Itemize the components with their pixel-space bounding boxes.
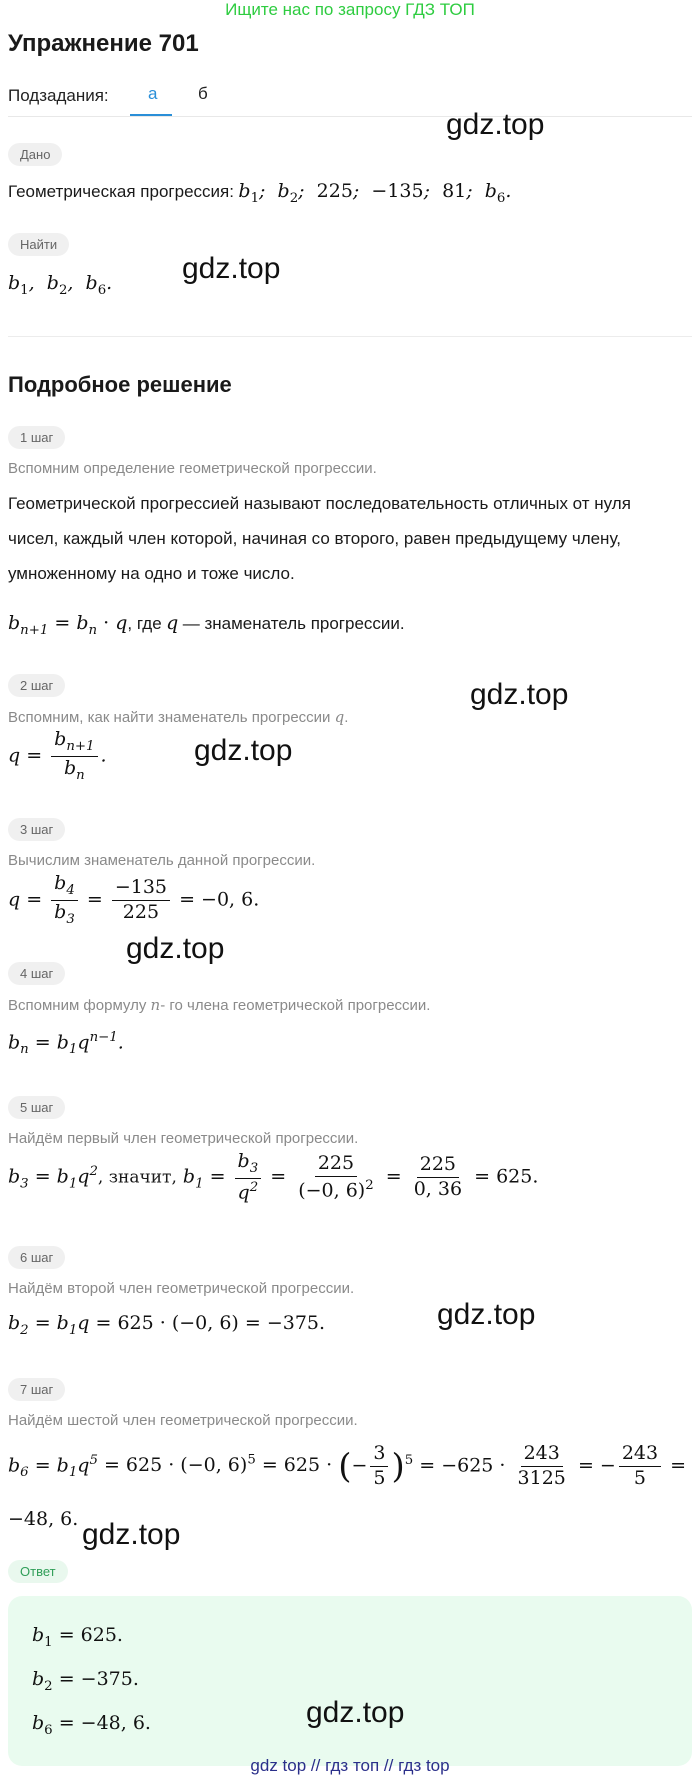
watermark: gdz.top: [126, 932, 225, 965]
watermark: gdz.top: [82, 1518, 181, 1551]
step-5-hint: Найдём первый член геометрической прогрессии.: [8, 1130, 359, 1147]
step-3-chip: 3 шаг: [8, 818, 65, 841]
step-1-formula: $b_{n+1} = b_n \cdot q$, где q — знаменатель прогрессии.: [8, 612, 405, 638]
step-1-hint: Вспомним определение геометрической прогрессии.: [8, 460, 377, 477]
step-2-chip: 2 шаг: [8, 674, 65, 697]
page-title: Упражнение 701: [8, 30, 199, 57]
given-chip: Дано: [8, 143, 62, 166]
step-7-hint: Найдём шестой член геометрической прогрессии.: [8, 1412, 358, 1429]
answer-line-3: $b_6 = -48$, 6.: [32, 1712, 151, 1738]
step-2-formula: q = $\frac{b_{n+1}}{b_n}$ .: [8, 728, 107, 783]
watermark: gdz.top: [194, 734, 293, 767]
step-3-hint: Вычислим знаменатель данной прогрессии.: [8, 852, 316, 869]
step-5-formula: $b_3 = b_1q^2$, значит, $b_1$ = $\frac{b_3}{q^2}$ = $\frac{225}{(-0, 6)^2}$ = $\frac{225}{0, 36}$ = 625.: [8, 1150, 539, 1204]
tab-a[interactable]: а: [148, 84, 158, 103]
watermark: gdz.top: [182, 252, 281, 285]
section-divider: [8, 336, 692, 337]
footer-links[interactable]: gdz top // гдз топ // гдз top: [250, 1756, 450, 1775]
watermark: gdz.top: [470, 678, 569, 711]
step-1-definition: Геометрической прогрессией называют последовательность отличных от нуля чисел, каждый член которой, начиная со второго, равен предыдущему члену, умноженному на одно и тоже число.: [8, 494, 631, 583]
top-banner-link[interactable]: Ищите нас по запросу ГДЗ ТОП: [225, 0, 475, 19]
find-statement: $b_1$, $b_2$, $b_6$.: [8, 272, 113, 298]
solution-title: Подробное решение: [8, 372, 232, 397]
answer-line-2: $b_2 = -375$.: [32, 1668, 139, 1694]
tabs-divider: [8, 116, 692, 117]
step-4-hint: Вспомним формулу n- го члена геометрической прогрессии.: [8, 996, 431, 1014]
watermark: gdz.top: [446, 108, 545, 141]
given-text: Геометрическая прогрессия:: [8, 182, 234, 201]
step-2-hint: Вспомним, как найти знаменатель прогрессии q.: [8, 708, 349, 726]
step-7-continuation: −48, 6.: [8, 1508, 79, 1530]
step-4-chip: 4 шаг: [8, 962, 65, 985]
step-6-hint: Найдём второй член геометрической прогрессии.: [8, 1280, 355, 1297]
find-chip: Найти: [8, 233, 69, 256]
tab-b[interactable]: б: [198, 84, 208, 103]
step-6-chip: 6 шаг: [8, 1246, 65, 1269]
answer-chip: Ответ: [8, 1560, 68, 1583]
watermark: gdz.top: [306, 1696, 405, 1729]
answer-line-1: $b_1 = 625$.: [32, 1624, 123, 1650]
step-4-formula: $b_n = b_1q^{n-1}$.: [8, 1030, 124, 1058]
watermark: gdz.top: [437, 1298, 536, 1331]
step-1-chip: 1 шаг: [8, 426, 65, 449]
step-3-formula: q = $\frac{b_4}{b_3}$ = $\frac{-135}{225}$ = −0, 6.: [8, 872, 260, 927]
given-statement: Геометрическая прогрессия: $b_1$; $b_2$; 225; −135; 81; $b_6$.: [8, 180, 512, 206]
step-7-formula: $b_6 = b_1q^5 = 625 \cdot (-0$, 6)$^5$ = 625 · (− $\frac{3}{5}$ )$^5$ = −625 · $\frac{243}{3125}$ = − $\frac{243}{5}$ =: [8, 1442, 687, 1489]
step-6-formula: $b_2 = b_1q = 625 \cdot (-0$, 6) = −375.: [8, 1312, 326, 1338]
step-5-chip: 5 шаг: [8, 1096, 65, 1119]
subtasks-label: Подзадания:: [8, 86, 109, 105]
step-7-chip: 7 шаг: [8, 1378, 65, 1401]
